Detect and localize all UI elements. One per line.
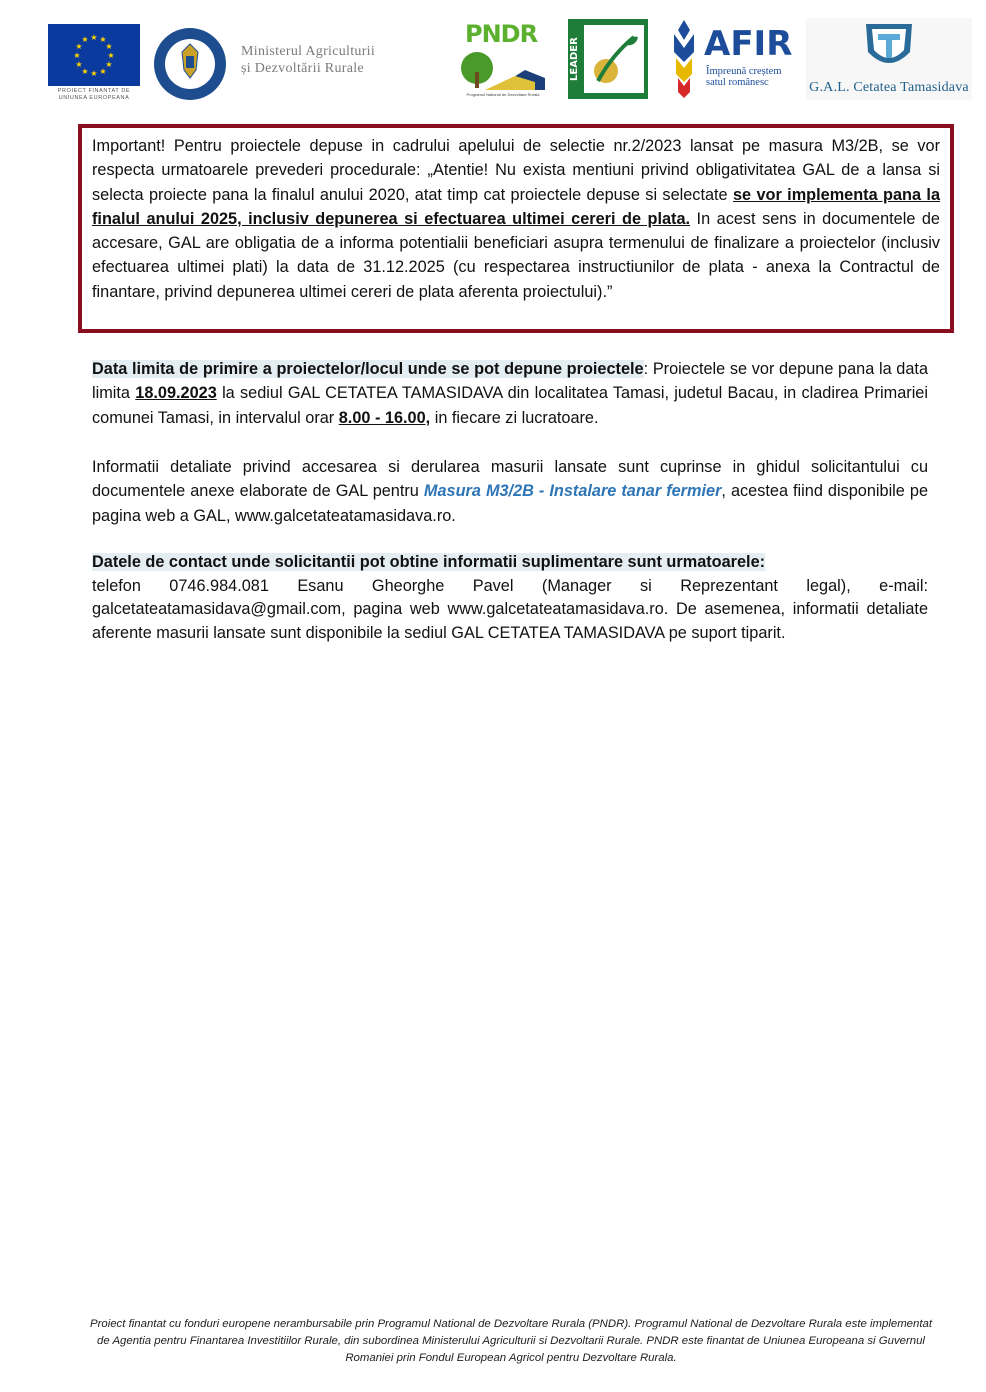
- info-section: [92, 455, 928, 528]
- pndr-logo: [455, 20, 549, 100]
- pndr-caption: Programul National de Dezvoltare Rurala: [466, 92, 540, 97]
- ministry-line-1: Ministerul Agriculturii: [241, 44, 376, 59]
- svg-text:★: ★: [105, 60, 113, 69]
- contact-heading-line: [92, 551, 928, 575]
- info-text-2: , acestea fiind disponibile pe pagina web a GAL, www.galcetateatamasidava.ro.: [92, 482, 928, 525]
- important-notice-box: [78, 124, 954, 333]
- deadline-text-3: in fiecare zi lucratoare.: [430, 408, 599, 427]
- svg-text:★: ★: [99, 67, 107, 76]
- svg-text:★: ★: [81, 67, 89, 76]
- government-seal-icon: [152, 26, 228, 102]
- logo-header: [0, 0, 986, 110]
- svg-text:★: ★: [105, 42, 113, 51]
- important-underlined-text: se vor implementa pana la finalul anului 2025, inclusiv depunerea si efectuarea ultimei cereri de plata.: [92, 185, 940, 228]
- afir-tagline: [706, 66, 801, 88]
- leader-label: LEADER: [569, 37, 580, 81]
- eu-logo: [48, 24, 140, 102]
- leader-logo-icon: [568, 19, 648, 99]
- svg-text:★: ★: [73, 51, 81, 60]
- deadline-date: 18.09.2023: [135, 384, 217, 403]
- afir-tagline-2: satul românesc: [706, 77, 769, 88]
- svg-text:★: ★: [81, 35, 89, 44]
- deadline-paragraph: [92, 357, 928, 430]
- svg-text:★: ★: [75, 42, 83, 51]
- deadline-text-1: Proiectele se vor depune pana la data limita: [92, 360, 928, 403]
- afir-logo: [670, 18, 800, 100]
- deadline-section: [92, 357, 928, 430]
- info-text-1: Informatii detaliate privind accesarea si derularea masurii lansate sunt cuprinse in ghidul solicitantului cu documentele anexe elaborate de GAL pentru: [92, 458, 928, 501]
- measure-link[interactable]: Masura M3/2B - Instalare tanar fermier: [423, 482, 722, 501]
- eu-caption: PROIECT FINANTAT DE UNIUNEA EUROPEANA: [57, 88, 131, 101]
- svg-text:★: ★: [99, 35, 107, 44]
- important-text-2: In acest sens in documentele de accesare, GAL are obligatia de a informa potentialii beneficiari asupra termenului de finalizare a proiectelor (inclusiv efectuarea ultimei plati) la data de 31.12.2025 (cu respectarea instructiunilor de plata - anexa la Contractul de finantare, privind depunerea ultimei cereri de plata aferenta proiectului).”: [92, 209, 940, 301]
- deadline-colon: :: [643, 360, 649, 378]
- gal-logo: [806, 18, 972, 100]
- svg-text:★: ★: [90, 33, 98, 42]
- footer-note: Proiect finantat cu fonduri europene nerambursabile prin Programul National de Dezvoltare Rurala (PNDR). Programul National de Dezvoltare Rurala este implementat de Agentia pentru Finantarea Investitiilor Rurale, din subordinea Ministerului Agriculturii si Dezvoltarii Rurale. PNDR este finantat de Uniunea Europeana si Guvernul Romaniei prin Fondul European Agricol pentru Dezvoltare Rurala.: [89, 1318, 933, 1364]
- eu-flag-icon: [48, 24, 140, 86]
- important-notice: [92, 134, 940, 304]
- afir-tagline-1: Împreună creștem: [706, 66, 782, 77]
- ministry-line-2: și Dezvoltării Rurale: [241, 61, 364, 76]
- contact-section: [92, 551, 928, 645]
- svg-text:★: ★: [107, 51, 115, 60]
- svg-text:★: ★: [90, 69, 98, 78]
- contact-text: telefon 0746.984.081 Esanu Gheorghe Pavel (Manager si Reprezentant legal), e-mail: galcetateatamasidava@gmail.com, pagina web www.galcetateatamasidava.ro. De asemenea, informatii detaliate aferente masurii lansate sunt disponibile la sediul GAL CETATEA TAMASIDAVA pe suport tiparit.: [92, 576, 928, 642]
- deadline-hours: 8.00 - 16.00,: [338, 408, 431, 427]
- gal-label: G.A.L. Cetatea Tamasidava: [809, 80, 969, 95]
- ministry-name: [241, 43, 441, 77]
- info-paragraph: [92, 455, 928, 528]
- svg-text:★: ★: [75, 60, 83, 69]
- contact-heading: Datele de contact unde solicitantii pot obtine informatii suplimentare sunt urmatoarele:: [92, 553, 766, 571]
- pndr-label: PNDR: [465, 20, 538, 48]
- important-text-1: Important! Pentru proiectele depuse in cadrului apelului de selectie nr.2/2023 lansat pe masura M3/2B, se vor respecta urmatoarele prevederi procedurale: „Atentie! Nu exista mentiuni privind obligativitatea GAL de a lansa si selecta proiecte pana la finalul anului 2020, atat timp cat proiectele depuse si selectate: [92, 137, 940, 204]
- deadline-heading: Data limita de primire a proiectelor/locul unde se pot depune proiectele: [92, 360, 644, 378]
- deadline-text-2: la sediul GAL CETATEA TAMASIDAVA din localitatea Tamasi, judetul Bacau, in cladirea Primariei comunei Tamasi, in intervalul orar: [92, 384, 928, 427]
- afir-label: AFIR: [704, 24, 793, 64]
